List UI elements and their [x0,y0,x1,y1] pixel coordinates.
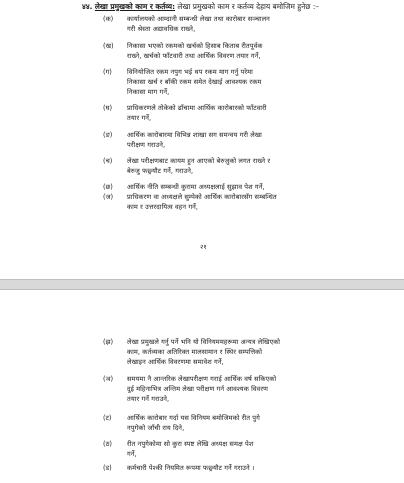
clause-marker: (ञ) [103,375,114,383]
clause-text-line: गर्ने, [127,449,137,458]
section-heading [82,2,319,12]
clause-item [103,131,359,151]
clause-text-line: प्राधिकरण वा अध्यक्षले सुम्पेको आर्थिक कारोबारसँग सम्बन्धित [127,193,277,201]
clause-text-line: आर्थिक कारोबारमा विभिन्न शाखा सग समन्वय गरी लेखा [127,131,262,139]
clause-marker: (क) [103,15,114,23]
clause-marker: (ठ) [103,440,112,448]
clause-text-line: समयमा नै आन्तरिक लेखापरीक्षण गराई आर्थिक वर्ष सकिएको [127,375,277,383]
clause-item [103,157,359,177]
clause-item [103,193,359,213]
clause-item [103,338,359,367]
clause-item [103,15,359,35]
clause-text-line: रीत नपुगेकोमा सो कुरा स्पष्ट लेखि अध्यक्ष समक्ष पेश [127,440,254,448]
clause-text-line: काम, कर्तव्यका अतिरिक्त मालसामान र स्थिर सम्पत्तिको [127,347,263,356]
section-title: लेखा प्रमुखको काम र कर्तव्य: [94,2,176,11]
clause-text-line: विनियोजित रकम नपुग भई थप रकम माग गर्नु परेमा [127,68,253,76]
clause-text-line: कर्मचारी पेश्की नियमित रूपमा फछ्र्यौट गर्ने गराउने । [127,464,255,472]
clause-text-line: निकासा खर्च र बाँकी रकम समेत देखाई आवश्यक रकम [127,77,262,86]
clause-marker: (ग) [103,68,112,76]
clause-marker: (ट) [103,414,112,422]
clause-text-line: तयार गर्ने, [127,113,152,122]
clause-marker: (च) [103,157,113,165]
page-separator [0,279,404,290]
clause-marker: (ज) [103,193,114,201]
clause-text-line: लेखा प्रमुखले गर्नु पर्ने भनि यो विनियममहरूमा अन्यत्र लेखिएको [127,338,281,346]
clause-item [103,104,359,124]
clause-marker: (झ) [103,338,114,346]
page-number: २१ [200,243,207,251]
clause-item [103,464,359,474]
clause-text-line: लेखाइन आर्थिक विवरणमा समावेश गर्ने, [127,357,224,366]
clause-text-line: नपुगेको जाँची राय दिने, [127,423,185,432]
clause-text-line: तयार गर्ने गराउने, [127,394,170,403]
clause-marker: (ड) [103,464,112,472]
clause-text-line: काम र उत्तरदायित्व वहन गर्ने, [127,202,199,211]
clause-item [103,440,359,460]
clause-text-line: आर्थिक कारोबार गर्दा यस विनियम बमोजिमको रीत पुगे [127,414,260,422]
clause-text-line: निकासा माग गर्ने, [127,87,170,96]
clause-text-line: गरी श्रेस्ता अद्यावधिक राख्ने, [127,24,196,33]
clause-text-line: कार्यालयको आम्दानी सम्बन्धी लेखा तथा कारोबार सञ्चालन [127,15,270,23]
section-number: ४४. [82,2,93,11]
clause-text-line: बेरुजु फछ्र्यौट गर्ने, गराउने, [127,166,194,175]
clause-item [103,42,359,62]
clause-text-line: आर्थिक नीति सम्बन्धी कुरामा अध्यक्षलाई सुझाव पेश गर्ने, [127,183,265,191]
section-intro: लेखा प्रमुखको काम र कर्तव्य देहाय बमोजिम हुनेछ :– [175,2,320,11]
clause-marker: (छ) [103,183,113,191]
clause-text-line: राख्ने, खर्चको फाँटवारी तथा आर्थिक विवरण तयार गर्ने, [127,51,261,60]
clause-marker: (घ) [103,104,113,112]
clause-marker: (ङ) [103,131,113,139]
clause-text-line: परीक्षण गराउने, [127,140,166,149]
clause-item [103,414,359,434]
document-page-bottom [0,290,404,483]
clause-text-line: निकासा भएको रकमको खर्चको हिसाब किताब रीतपूर्वक [127,42,263,50]
clause-text-line: दुई महिनाभित्र अन्तिम लेखा परीक्षण गर्न आवश्यक विवरण [127,384,268,393]
clause-text-line: लेखा परीक्षणबाट कायम हुन आएको बेरुजुको लगत राख्ने र [127,157,271,165]
clause-item [103,183,359,193]
clause-text-line: प्राधिकरणले तोकेको ढाँचामा आर्थिक कारोबारको फाँटवारी [127,104,267,112]
clause-marker: (ख) [103,42,114,50]
clause-item [103,68,359,97]
clause-item [103,375,359,404]
